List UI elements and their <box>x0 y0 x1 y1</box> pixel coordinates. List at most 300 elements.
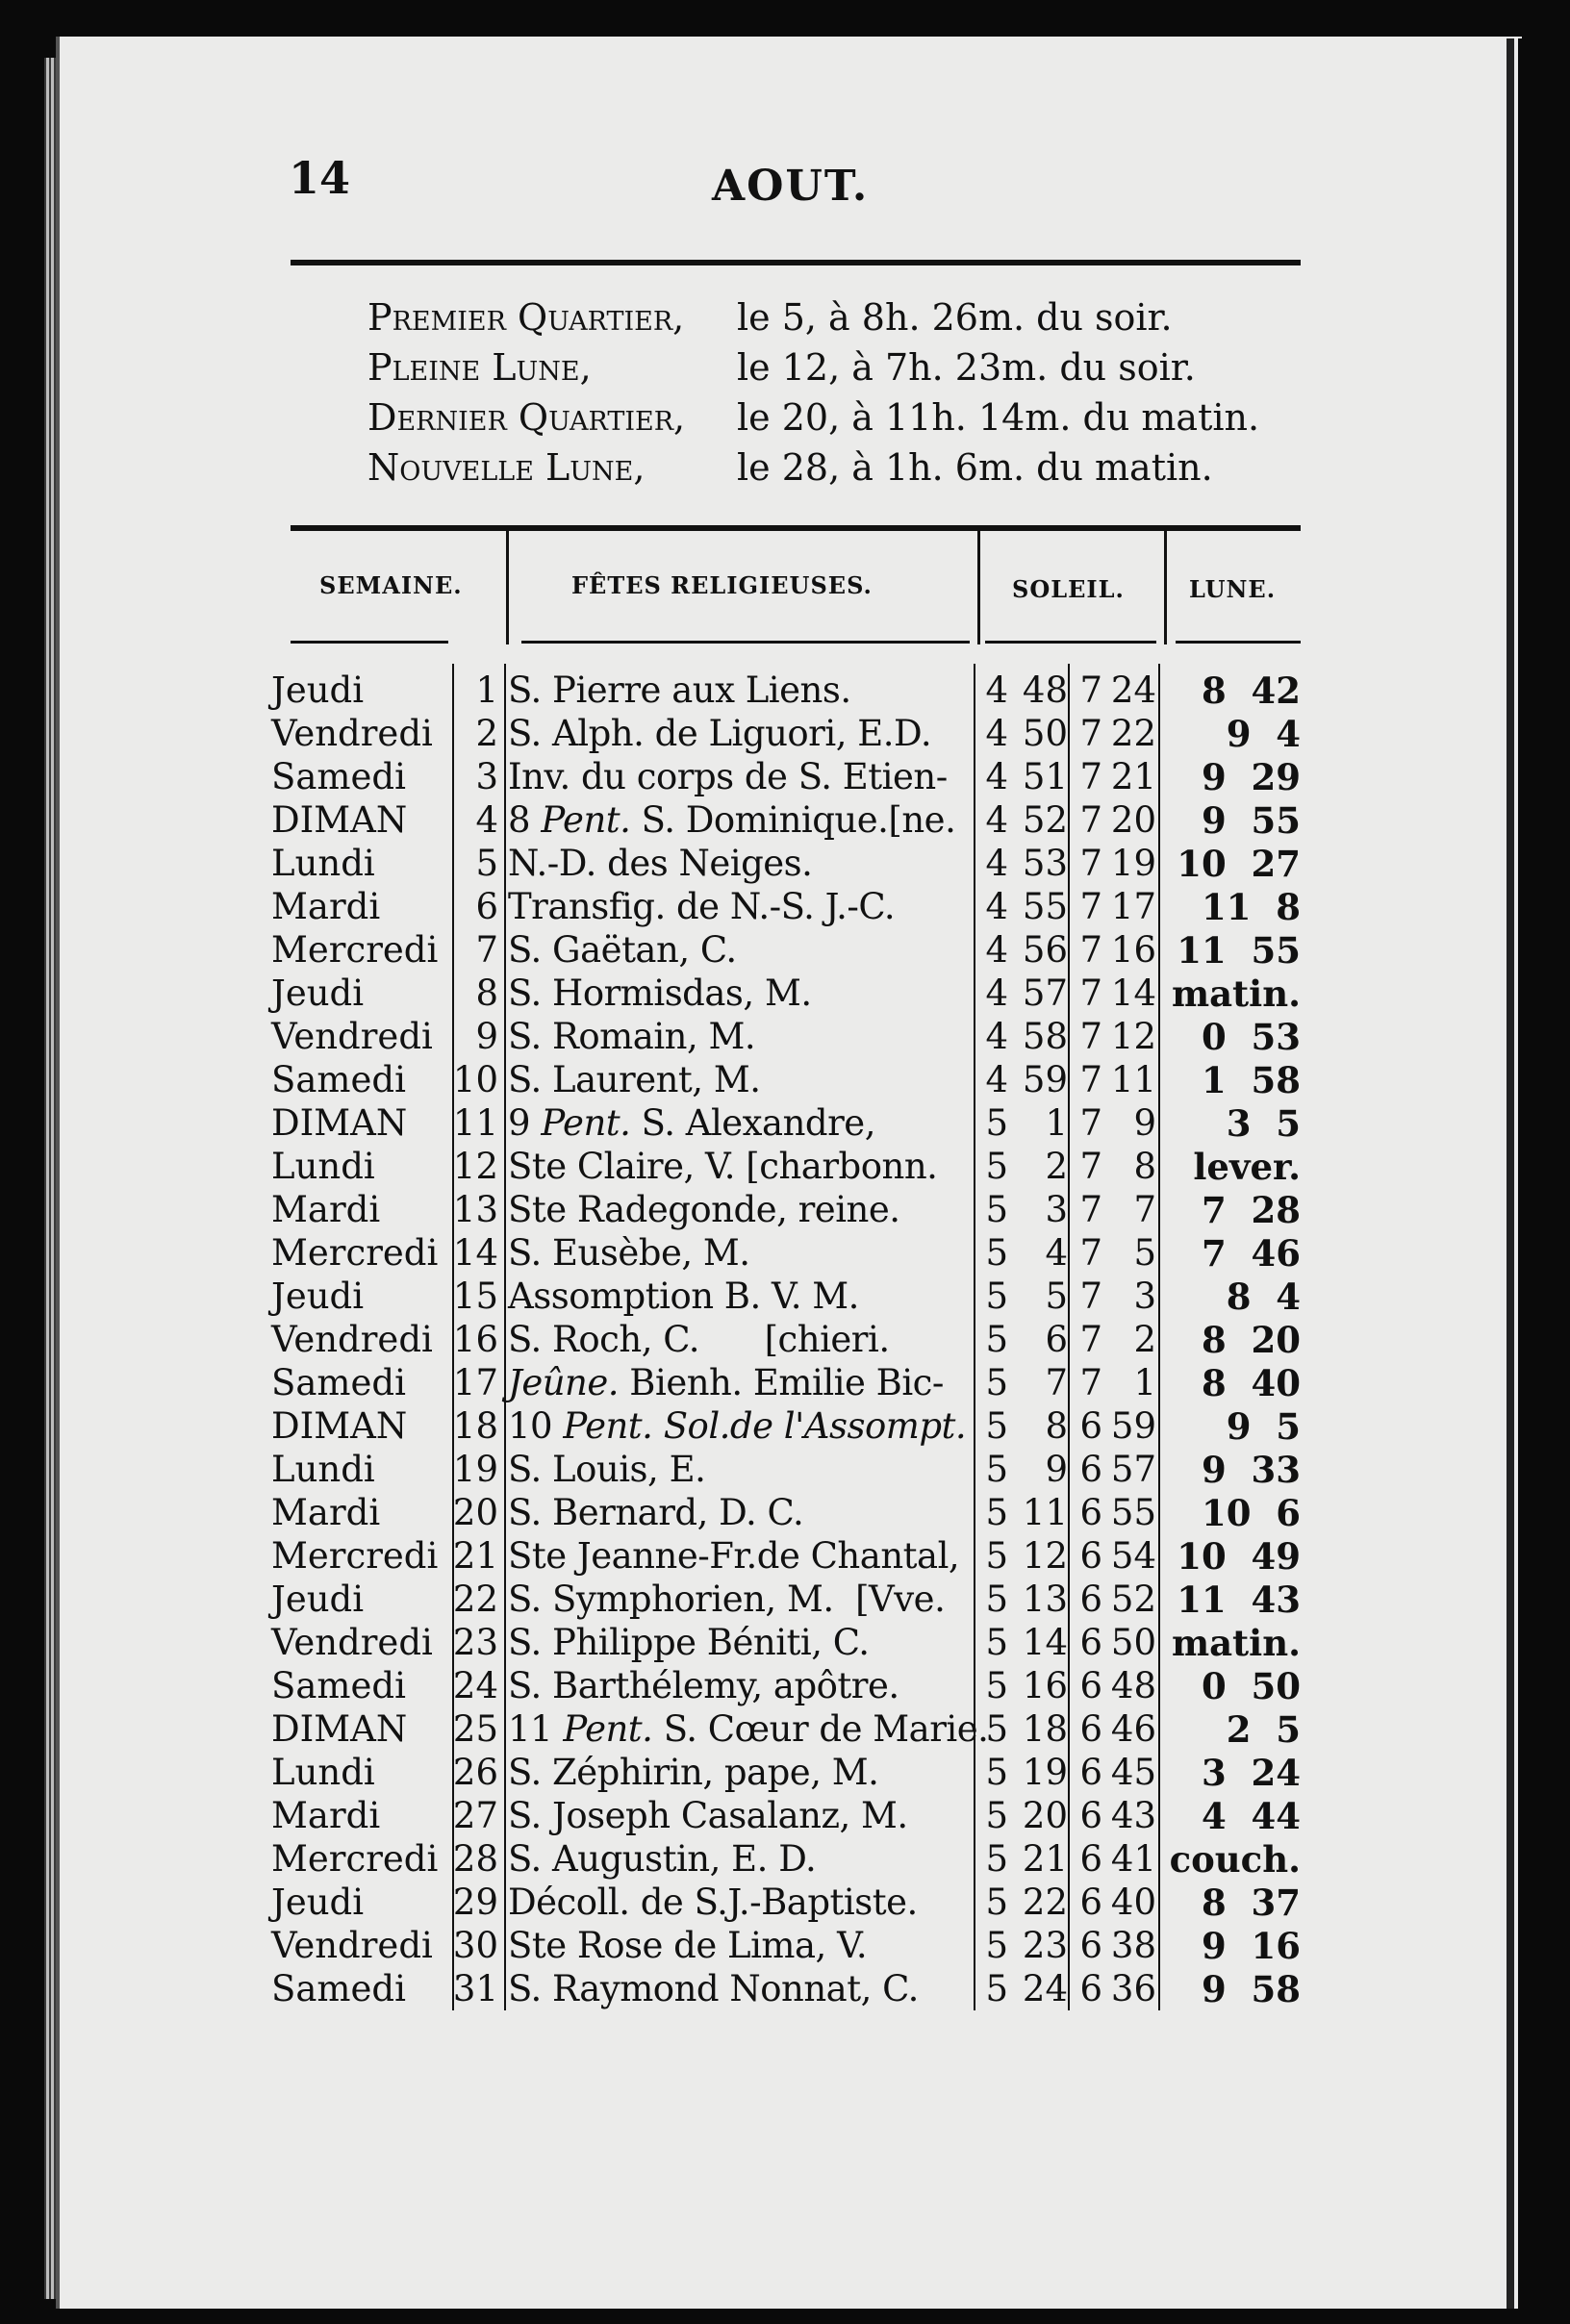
sunrise-minute-cell: 8 <box>1045 1405 1068 1447</box>
date-cell: 16 <box>452 1319 498 1360</box>
moon-cell: couch. <box>1169 1838 1301 1881</box>
sunset-minute-cell: 40 <box>1110 1882 1156 1923</box>
top-rule <box>291 260 1301 265</box>
sunset-hour-cell: 7 <box>1079 1319 1102 1360</box>
table-row <box>0 1405 1443 1448</box>
header-divider <box>977 531 980 644</box>
feast-cell: S. Raymond Nonnat, C. <box>508 1968 919 2009</box>
moon-cell: matin. <box>1171 973 1301 1015</box>
sunrise-minute-cell: 2 <box>1045 1146 1068 1187</box>
sunset-minute-cell: 8 <box>1133 1146 1156 1187</box>
moon-cell: 3 24 <box>1202 1752 1301 1794</box>
date-cell: 18 <box>452 1405 498 1447</box>
weekday-cell: Jeudi <box>271 1579 365 1620</box>
sunrise-hour-cell: 5 <box>985 1708 1008 1750</box>
table-row <box>0 713 1443 755</box>
moon-cell: matin. <box>1171 1622 1301 1664</box>
feast-cell: S. Zéphirin, pape, M. <box>508 1752 879 1793</box>
weekday-cell: DIMAN <box>271 1102 408 1144</box>
sunrise-minute-cell: 23 <box>1022 1925 1068 1966</box>
table-row <box>0 1882 1443 1924</box>
moon-cell: 3 5 <box>1226 1102 1301 1145</box>
weekday-cell: DIMAN <box>271 799 408 841</box>
sunset-hour-cell: 7 <box>1079 1362 1102 1403</box>
weekday-cell: Lundi <box>271 1146 375 1187</box>
sunset-hour-cell: 6 <box>1079 1405 1102 1447</box>
feast-cell: Ste Radegonde, reine. <box>508 1189 900 1230</box>
feast-cell: Ste Claire, V. [charbonn. <box>508 1146 938 1187</box>
moon-cell: 8 20 <box>1202 1319 1301 1361</box>
sunset-minute-cell: 14 <box>1110 973 1156 1014</box>
sunset-hour-cell: 7 <box>1079 1232 1102 1274</box>
table-row <box>0 1449 1443 1491</box>
feast-cell: S. Alph. de Liguori, E.D. <box>508 713 932 754</box>
weekday-cell: Vendredi <box>271 1016 433 1057</box>
sunrise-minute-cell: 59 <box>1022 1059 1068 1100</box>
scan-border <box>1518 38 1557 2318</box>
moon-cell: 9 5 <box>1226 1405 1301 1448</box>
weekday-cell: Jeudi <box>271 973 365 1014</box>
date-cell: 9 <box>475 1016 498 1057</box>
sunset-hour-cell: 7 <box>1079 929 1102 971</box>
weekday-cell: Lundi <box>271 1752 375 1793</box>
date-cell: 20 <box>452 1492 498 1533</box>
sunrise-hour-cell: 5 <box>985 1535 1008 1577</box>
table-row <box>0 1838 1443 1881</box>
sunset-minute-cell: 1 <box>1133 1362 1156 1403</box>
date-cell: 7 <box>475 929 498 971</box>
sunset-hour-cell: 7 <box>1079 1276 1102 1317</box>
feast-cell: S. Symphorien, M. [Vve. <box>508 1579 946 1620</box>
table-row <box>0 1579 1443 1621</box>
sunset-hour-cell: 7 <box>1079 1102 1102 1144</box>
sunrise-minute-cell: 13 <box>1022 1579 1068 1620</box>
sunset-hour-cell: 6 <box>1079 1492 1102 1533</box>
feast-cell: 10 Pent. Sol.de l'Assompt. <box>508 1405 967 1447</box>
table-row <box>0 1319 1443 1361</box>
sunset-minute-cell: 38 <box>1110 1925 1156 1966</box>
sunrise-minute-cell: 51 <box>1022 756 1068 797</box>
table-row <box>0 1622 1443 1664</box>
table-row <box>0 886 1443 928</box>
sunrise-hour-cell: 5 <box>985 1232 1008 1274</box>
feast-cell: S. Roch, C. [chieri. <box>508 1319 890 1360</box>
sunrise-hour-cell: 4 <box>985 843 1008 884</box>
sunrise-hour-cell: 4 <box>985 669 1008 711</box>
sunset-hour-cell: 6 <box>1079 1535 1102 1577</box>
sunset-hour-cell: 7 <box>1079 713 1102 754</box>
feast-cell: N.-D. des Neiges. <box>508 843 813 884</box>
sunset-minute-cell: 20 <box>1110 799 1156 841</box>
table-row <box>0 1189 1443 1231</box>
date-cell: 3 <box>475 756 498 797</box>
sunrise-hour-cell: 4 <box>985 1016 1008 1057</box>
header-underline <box>985 641 1156 644</box>
feast-cell: Jeûne. Bienh. Emilie Bic- <box>508 1362 944 1403</box>
sunset-minute-cell: 54 <box>1110 1535 1156 1577</box>
feast-cell: Ste Rose de Lima, V. <box>508 1925 868 1966</box>
sunset-minute-cell: 21 <box>1110 756 1156 797</box>
weekday-cell: Jeudi <box>271 1276 365 1317</box>
date-cell: 22 <box>452 1579 498 1620</box>
sunrise-hour-cell: 5 <box>985 1449 1008 1490</box>
feast-cell: S. Hormisdas, M. <box>508 973 812 1014</box>
weekday-cell: Mardi <box>271 1795 381 1836</box>
date-cell: 27 <box>452 1795 498 1836</box>
moon-cell: lever. <box>1193 1146 1301 1188</box>
table-row <box>0 669 1443 712</box>
sunset-hour-cell: 6 <box>1079 1925 1102 1966</box>
date-cell: 26 <box>452 1752 498 1793</box>
moon-cell: 10 27 <box>1177 843 1301 885</box>
sunrise-hour-cell: 5 <box>985 1146 1008 1187</box>
sunrise-hour-cell: 5 <box>985 1752 1008 1793</box>
date-cell: 21 <box>452 1535 498 1577</box>
table-row <box>0 1276 1443 1318</box>
moon-phase-name: Nouvelle Lune, <box>367 446 646 489</box>
sunset-minute-cell: 17 <box>1110 886 1156 927</box>
feast-cell: S. Joseph Casalanz, M. <box>508 1795 908 1836</box>
moon-cell: 8 37 <box>1202 1882 1301 1924</box>
sunrise-minute-cell: 22 <box>1022 1882 1068 1923</box>
sunrise-hour-cell: 5 <box>985 1968 1008 2009</box>
date-cell: 17 <box>452 1362 498 1403</box>
table-row <box>0 1016 1443 1058</box>
table-row <box>0 1665 1443 1707</box>
sunrise-hour-cell: 5 <box>985 1319 1008 1360</box>
weekday-cell: Mardi <box>271 1189 381 1230</box>
sunrise-minute-cell: 21 <box>1022 1838 1068 1880</box>
sunrise-minute-cell: 18 <box>1022 1708 1068 1750</box>
weekday-cell: DIMAN <box>271 1405 408 1447</box>
table-row <box>0 1362 1443 1404</box>
date-cell: 25 <box>452 1708 498 1750</box>
sunrise-minute-cell: 53 <box>1022 843 1068 884</box>
feast-cell: Assomption B. V. M. <box>508 1276 859 1317</box>
weekday-cell: Lundi <box>271 1449 375 1490</box>
feast-cell: S. Louis, E. <box>508 1449 706 1490</box>
date-cell: 24 <box>452 1665 498 1706</box>
weekday-cell: Mercredi <box>271 1232 439 1274</box>
sunrise-minute-cell: 58 <box>1022 1016 1068 1057</box>
page-number: 14 <box>289 152 351 204</box>
table-row <box>0 756 1443 798</box>
date-cell: 14 <box>452 1232 498 1274</box>
sunrise-minute-cell: 4 <box>1045 1232 1068 1274</box>
sunrise-minute-cell: 12 <box>1022 1535 1068 1577</box>
moon-cell: 8 4 <box>1226 1276 1301 1318</box>
moon-cell: 9 4 <box>1226 713 1301 755</box>
sunset-minute-cell: 22 <box>1110 713 1156 754</box>
sunrise-hour-cell: 5 <box>985 1882 1008 1923</box>
date-cell: 28 <box>452 1838 498 1880</box>
date-cell: 29 <box>452 1882 498 1923</box>
sunrise-hour-cell: 4 <box>985 973 1008 1014</box>
weekday-cell: Vendredi <box>271 1925 433 1966</box>
weekday-cell: Mardi <box>271 1492 381 1533</box>
header-underline <box>291 641 448 644</box>
table-row <box>0 1795 1443 1837</box>
sunrise-minute-cell: 57 <box>1022 973 1068 1014</box>
weekday-cell: Mercredi <box>271 929 439 971</box>
sunrise-minute-cell: 5 <box>1045 1276 1068 1317</box>
weekday-cell: Vendredi <box>271 1319 433 1360</box>
feast-cell: Inv. du corps de S. Etien- <box>508 756 948 797</box>
sunset-minute-cell: 48 <box>1110 1665 1156 1706</box>
table-row <box>0 1492 1443 1534</box>
moon-cell: 11 8 <box>1202 886 1301 928</box>
moon-phase-time: le 12, à 7h. 23m. du soir. <box>737 346 1196 389</box>
sunrise-hour-cell: 5 <box>985 1579 1008 1620</box>
facing-page-edge <box>1507 38 1514 2309</box>
sunset-minute-cell: 46 <box>1110 1708 1156 1750</box>
date-cell: 13 <box>452 1189 498 1230</box>
feast-cell: S. Eusèbe, M. <box>508 1232 750 1274</box>
sunrise-minute-cell: 20 <box>1022 1795 1068 1836</box>
sunrise-minute-cell: 52 <box>1022 799 1068 841</box>
moon-phase-time: le 5, à 8h. 26m. du soir. <box>737 296 1173 339</box>
sunrise-minute-cell: 48 <box>1022 669 1068 711</box>
header-sun: SOLEIL. <box>1012 575 1125 603</box>
sunrise-hour-cell: 4 <box>985 929 1008 971</box>
moon-phase-time: le 28, à 1h. 6m. du matin. <box>737 446 1213 489</box>
feast-cell: S. Augustin, E. D. <box>508 1838 817 1880</box>
date-cell: 11 <box>452 1102 498 1144</box>
moon-cell: 9 55 <box>1202 799 1301 842</box>
moon-cell: 9 16 <box>1202 1925 1301 1967</box>
date-cell: 23 <box>452 1622 498 1663</box>
sunset-minute-cell: 45 <box>1110 1752 1156 1793</box>
sunrise-minute-cell: 50 <box>1022 713 1068 754</box>
feast-cell: S. Romain, M. <box>508 1016 756 1057</box>
sunrise-hour-cell: 4 <box>985 756 1008 797</box>
weekday-cell: Mercredi <box>271 1535 439 1577</box>
sunrise-hour-cell: 5 <box>985 1362 1008 1403</box>
header-top-rule <box>291 525 1301 531</box>
table-row <box>0 843 1443 885</box>
sunrise-hour-cell: 4 <box>985 886 1008 927</box>
moon-cell: 2 5 <box>1226 1708 1301 1751</box>
moon-cell: 7 46 <box>1202 1232 1301 1275</box>
sunset-minute-cell: 3 <box>1133 1276 1156 1317</box>
weekday-cell: Lundi <box>271 843 375 884</box>
sunset-minute-cell: 12 <box>1110 1016 1156 1057</box>
moon-phase-name: Pleine Lune, <box>367 346 592 389</box>
sunset-minute-cell: 57 <box>1110 1449 1156 1490</box>
sunrise-minute-cell: 9 <box>1045 1449 1068 1490</box>
table-row <box>0 973 1443 1015</box>
feast-cell: S. Bernard, D. C. <box>508 1492 804 1533</box>
sunset-minute-cell: 16 <box>1110 929 1156 971</box>
weekday-cell: Samedi <box>271 1665 406 1706</box>
feast-cell: S. Pierre aux Liens. <box>508 669 851 711</box>
weekday-cell: Samedi <box>271 1362 406 1403</box>
moon-cell: 9 33 <box>1202 1449 1301 1491</box>
sunrise-hour-cell: 5 <box>985 1492 1008 1533</box>
header-divider <box>506 531 509 644</box>
sunset-hour-cell: 7 <box>1079 843 1102 884</box>
feast-cell: 11 Pent. S. Cœur de Marie. <box>508 1708 989 1750</box>
moon-phase-time: le 20, à 11h. 14m. du matin. <box>737 396 1260 439</box>
weekday-cell: Mercredi <box>271 1838 439 1880</box>
page-title: AOUT. <box>712 162 870 211</box>
weekday-cell: Samedi <box>271 1968 406 2009</box>
sunset-hour-cell: 7 <box>1079 886 1102 927</box>
sunset-hour-cell: 6 <box>1079 1752 1102 1793</box>
sunset-hour-cell: 6 <box>1079 1882 1102 1923</box>
sunset-minute-cell: 50 <box>1110 1622 1156 1663</box>
moon-cell: 1 58 <box>1202 1059 1301 1101</box>
sunrise-minute-cell: 14 <box>1022 1622 1068 1663</box>
sunrise-minute-cell: 19 <box>1022 1752 1068 1793</box>
date-cell: 5 <box>475 843 498 884</box>
sunset-minute-cell: 55 <box>1110 1492 1156 1533</box>
header-moon: LUNE. <box>1189 575 1277 603</box>
header-divider <box>1164 531 1167 644</box>
sunrise-hour-cell: 5 <box>985 1925 1008 1966</box>
sunrise-hour-cell: 5 <box>985 1622 1008 1663</box>
table-row <box>0 1535 1443 1578</box>
table-row <box>0 1752 1443 1794</box>
sunrise-minute-cell: 3 <box>1045 1189 1068 1230</box>
feast-cell: Transfig. de N.-S. J.-C. <box>508 886 896 927</box>
sunset-hour-cell: 6 <box>1079 1449 1102 1490</box>
sunrise-hour-cell: 4 <box>985 799 1008 841</box>
moon-cell: 10 49 <box>1177 1535 1301 1578</box>
sunrise-minute-cell: 7 <box>1045 1362 1068 1403</box>
feast-cell: S. Gaëtan, C. <box>508 929 737 971</box>
sunset-hour-cell: 7 <box>1079 799 1102 841</box>
sunrise-hour-cell: 5 <box>985 1276 1008 1317</box>
feast-cell: S. Philippe Béniti, C. <box>508 1622 870 1663</box>
sunset-minute-cell: 9 <box>1133 1102 1156 1144</box>
feast-cell: Décoll. de S.J.-Baptiste. <box>508 1882 918 1923</box>
header-underline <box>1176 641 1301 644</box>
sunset-hour-cell: 6 <box>1079 1579 1102 1620</box>
sunrise-minute-cell: 55 <box>1022 886 1068 927</box>
table-row <box>0 1708 1443 1751</box>
date-cell: 4 <box>475 799 498 841</box>
moon-phase-name: Dernier Quartier, <box>367 396 686 439</box>
sunset-hour-cell: 6 <box>1079 1708 1102 1750</box>
table-row <box>0 1059 1443 1101</box>
date-cell: 19 <box>452 1449 498 1490</box>
table-row <box>0 1925 1443 1967</box>
moon-cell: 9 58 <box>1202 1968 1301 2010</box>
moon-cell: 0 53 <box>1202 1016 1301 1058</box>
moon-cell: 9 29 <box>1202 756 1301 798</box>
table-row <box>0 1146 1443 1188</box>
header-feasts: FÊTES RELIGIEUSES. <box>571 571 873 599</box>
date-cell: 10 <box>452 1059 498 1100</box>
sunset-minute-cell: 5 <box>1133 1232 1156 1274</box>
sunset-hour-cell: 7 <box>1079 1059 1102 1100</box>
table-row <box>0 799 1443 842</box>
sunrise-hour-cell: 5 <box>985 1189 1008 1230</box>
sunset-minute-cell: 7 <box>1133 1189 1156 1230</box>
sunset-hour-cell: 6 <box>1079 1665 1102 1706</box>
sunrise-hour-cell: 5 <box>985 1795 1008 1836</box>
sunrise-hour-cell: 4 <box>985 1059 1008 1100</box>
table-row <box>0 1102 1443 1145</box>
sunrise-hour-cell: 5 <box>985 1102 1008 1144</box>
feast-cell: Ste Jeanne-Fr.de Chantal, <box>508 1535 960 1577</box>
header-week: SEMAINE. <box>319 571 463 599</box>
date-cell: 15 <box>452 1276 498 1317</box>
feast-cell: 8 Pent. S. Dominique.[ne. <box>508 799 956 841</box>
table-row <box>0 929 1443 972</box>
moon-cell: 8 40 <box>1202 1362 1301 1404</box>
sunset-minute-cell: 36 <box>1110 1968 1156 2009</box>
weekday-cell: Jeudi <box>271 1882 365 1923</box>
sunrise-minute-cell: 11 <box>1022 1492 1068 1533</box>
weekday-cell: Vendredi <box>271 1622 433 1663</box>
sunset-hour-cell: 6 <box>1079 1838 1102 1880</box>
sunset-hour-cell: 7 <box>1079 756 1102 797</box>
weekday-cell: Samedi <box>271 1059 406 1100</box>
sunset-hour-cell: 7 <box>1079 1016 1102 1057</box>
sunset-minute-cell: 43 <box>1110 1795 1156 1836</box>
sunrise-minute-cell: 56 <box>1022 929 1068 971</box>
sunrise-minute-cell: 6 <box>1045 1319 1068 1360</box>
sunrise-hour-cell: 5 <box>985 1838 1008 1880</box>
moon-cell: 10 6 <box>1202 1492 1301 1534</box>
date-cell: 1 <box>475 669 498 711</box>
sunset-hour-cell: 6 <box>1079 1968 1102 2009</box>
sunset-minute-cell: 19 <box>1110 843 1156 884</box>
sunset-minute-cell: 11 <box>1110 1059 1156 1100</box>
sunrise-minute-cell: 24 <box>1022 1968 1068 2009</box>
sunset-minute-cell: 24 <box>1110 669 1156 711</box>
sunset-minute-cell: 52 <box>1110 1579 1156 1620</box>
sunset-hour-cell: 7 <box>1079 669 1102 711</box>
moon-cell: 0 50 <box>1202 1665 1301 1707</box>
moon-cell: 4 44 <box>1202 1795 1301 1837</box>
table-row <box>0 1968 1443 2010</box>
sunrise-minute-cell: 16 <box>1022 1665 1068 1706</box>
weekday-cell: Mardi <box>271 886 381 927</box>
header-underline <box>521 641 970 644</box>
sunset-hour-cell: 6 <box>1079 1795 1102 1836</box>
sunrise-hour-cell: 5 <box>985 1665 1008 1706</box>
moon-phase-name: Premier Quartier, <box>367 296 685 339</box>
sunset-minute-cell: 59 <box>1110 1405 1156 1447</box>
sunrise-minute-cell: 1 <box>1045 1102 1068 1144</box>
feast-cell: S. Laurent, M. <box>508 1059 761 1100</box>
feast-cell: S. Barthélemy, apôtre. <box>508 1665 899 1706</box>
date-cell: 6 <box>475 886 498 927</box>
date-cell: 12 <box>452 1146 498 1187</box>
sunrise-hour-cell: 5 <box>985 1405 1008 1447</box>
sunset-minute-cell: 2 <box>1133 1319 1156 1360</box>
date-cell: 8 <box>475 973 498 1014</box>
moon-cell: 11 43 <box>1177 1579 1301 1621</box>
sunset-minute-cell: 41 <box>1110 1838 1156 1880</box>
feast-cell: 9 Pent. S. Alexandre, <box>508 1102 875 1144</box>
sunset-hour-cell: 7 <box>1079 1189 1102 1230</box>
moon-cell: 7 28 <box>1202 1189 1301 1231</box>
table-row <box>0 1232 1443 1275</box>
sunset-hour-cell: 7 <box>1079 973 1102 1014</box>
date-cell: 30 <box>452 1925 498 1966</box>
moon-cell: 8 42 <box>1202 669 1301 712</box>
weekday-cell: DIMAN <box>271 1708 408 1750</box>
sunset-hour-cell: 6 <box>1079 1622 1102 1663</box>
weekday-cell: Jeudi <box>271 669 365 711</box>
weekday-cell: Samedi <box>271 756 406 797</box>
sunrise-hour-cell: 4 <box>985 713 1008 754</box>
moon-cell: 11 55 <box>1177 929 1301 972</box>
